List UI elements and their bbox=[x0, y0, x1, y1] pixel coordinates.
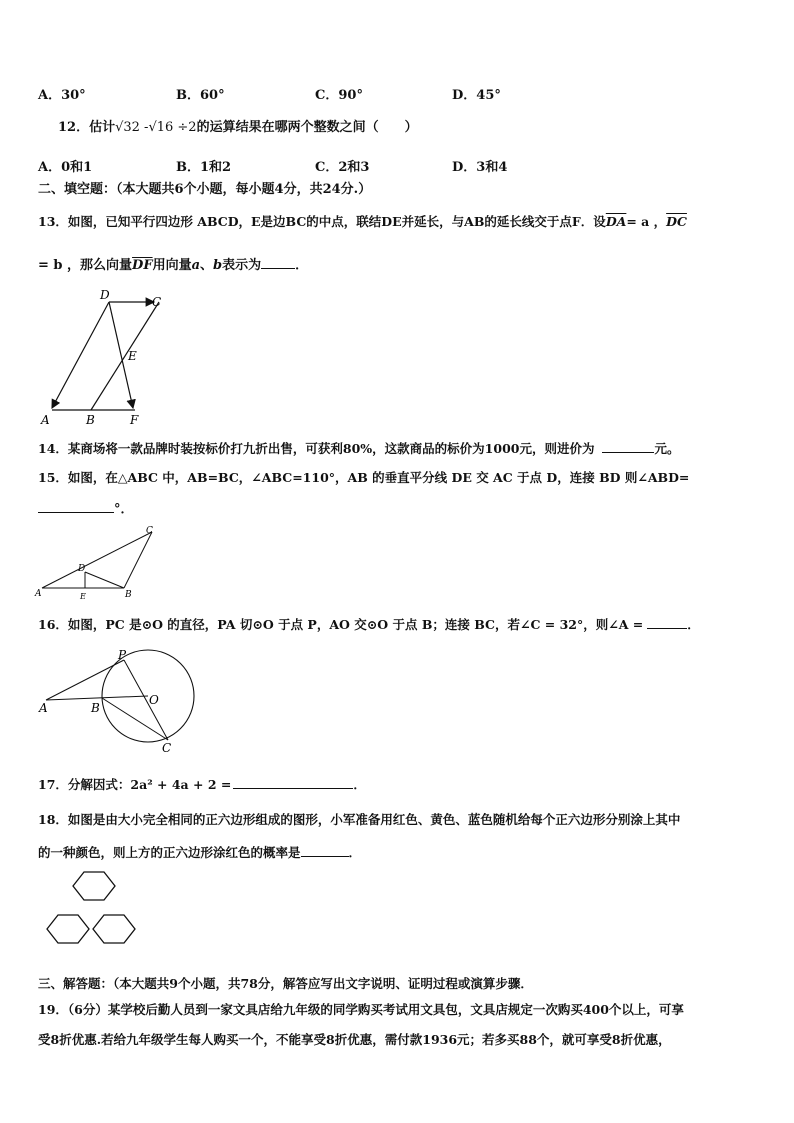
segment-pc bbox=[124, 660, 168, 740]
q15-unit: °． bbox=[114, 502, 134, 517]
q18-text: 的一种颜色，则上方的正六边形涂红色的概率是 bbox=[38, 845, 301, 860]
vector-da: $\overline{DA}$ bbox=[605, 214, 627, 229]
label-o: O bbox=[149, 693, 159, 707]
label-b: B bbox=[125, 590, 132, 600]
hexagon-left bbox=[47, 915, 89, 943]
hexagon-right bbox=[93, 915, 135, 943]
q17-answer-blank bbox=[233, 776, 353, 789]
q13-eq-a: = a ， bbox=[626, 214, 667, 229]
q19-line-1: 19．（6分）某学校后勤人员到一家文具店给九年级的同学购买考试用文具包，文具店规定一次购买400个以上，可享 bbox=[38, 1002, 684, 1017]
label-b: B bbox=[91, 701, 100, 715]
q13-line-1 bbox=[38, 214, 687, 230]
label-a: A bbox=[35, 589, 42, 599]
q16-end: ． bbox=[687, 617, 700, 632]
section-2-heading: 二、填空题：（本大题共6个小题，每小题4分，共24分.） bbox=[38, 182, 372, 197]
segment-pa bbox=[46, 660, 124, 700]
q15-answer-line bbox=[38, 500, 134, 518]
q11-option-c: C．90° bbox=[315, 88, 363, 103]
q13-answer-blank bbox=[261, 256, 295, 269]
segment-bc bbox=[124, 532, 152, 588]
q18-answer-blank bbox=[301, 844, 349, 857]
label-d: D bbox=[100, 288, 110, 302]
q14-line bbox=[38, 440, 679, 457]
label-a: A bbox=[39, 701, 48, 715]
q16-answer-blank bbox=[647, 616, 687, 629]
label-a: A bbox=[41, 413, 50, 427]
q14-answer-blank bbox=[602, 440, 654, 453]
label-c: C bbox=[146, 526, 153, 536]
q15-answer-blank bbox=[38, 500, 114, 513]
q13-end: ． bbox=[295, 258, 309, 273]
q12-prefix: 12．估计 bbox=[58, 120, 116, 135]
label-c: C bbox=[162, 741, 172, 755]
q13-text-1: 13．如图，已知平行四边形 ABCD，E是边BC的中点，联结DE并延长，与AB的延长线交于点F．设 bbox=[38, 214, 606, 229]
hexagon-top bbox=[73, 872, 115, 900]
vector-a: a bbox=[191, 258, 201, 273]
q18-line-1: 18．如图是由大小完全相同的正六边形组成的图形，小军准备用红色、黄色、蓝色随机给每个正六边形分别涂上其中 bbox=[38, 812, 681, 827]
vector-dc: $\overline{DC}$ bbox=[666, 214, 687, 229]
vector-b: b bbox=[213, 258, 223, 273]
q18-line-2 bbox=[38, 844, 361, 861]
q12-expression: √32 -√16 ÷2 bbox=[115, 120, 197, 135]
q13-sep: 、 bbox=[200, 258, 214, 273]
label-p: P bbox=[118, 648, 127, 662]
q13-text-2a: = b ，那么向量 bbox=[38, 258, 133, 273]
q12-option-d: D．3和4 bbox=[452, 160, 508, 175]
q14-text: 14．某商场将一款品牌时装按标价打九折出售，可获利80%，这款商品的标价为1000元，则进价为 bbox=[38, 441, 595, 456]
q17-end: ． bbox=[353, 777, 366, 792]
q13-text-2b: 用向量 bbox=[152, 258, 192, 273]
label-e: E bbox=[80, 592, 86, 601]
q16-circle-figure bbox=[36, 648, 196, 756]
q11-option-b: B．60° bbox=[176, 88, 225, 103]
q13-line-2 bbox=[38, 256, 308, 274]
label-c: C bbox=[152, 295, 162, 309]
q11-option-a: A．30° bbox=[38, 88, 86, 103]
q13-text-2c: 表示为 bbox=[222, 258, 262, 273]
q15-line: 15．如图，在△ABC 中，AB=BC，∠ABC=110°，AB 的垂直平分线 DE 交 AC 于点 D，连接 BD 则∠ABD= bbox=[38, 470, 690, 485]
q12-option-c: C．2和3 bbox=[315, 160, 370, 175]
segment-cb bbox=[91, 302, 159, 410]
segment-ac bbox=[42, 532, 152, 588]
q18-hexagon-figure bbox=[44, 868, 144, 968]
vector-df: $\overline{DF}$ bbox=[132, 258, 153, 273]
segment-ao bbox=[46, 696, 148, 700]
q17-text: 17．分解因式：2a² + 4a + 2 = bbox=[38, 777, 232, 792]
segment-da bbox=[52, 302, 109, 408]
q14-unit: 元。 bbox=[654, 441, 680, 456]
q11-option-d: D．45° bbox=[452, 88, 501, 103]
q15-triangle-figure bbox=[34, 526, 164, 602]
q18-end: ． bbox=[348, 845, 362, 860]
q17-line bbox=[38, 776, 366, 793]
q12-option-a: A．0和1 bbox=[38, 160, 93, 175]
label-d: D bbox=[78, 564, 86, 574]
q16-text: 16．如图，PC 是⊙O 的直径，PA 切⊙O 于点 P，AO 交⊙O 于点 B；连接 BC，若∠C = 32°，则∠A = bbox=[38, 617, 644, 632]
section-3-heading: 三、解答题：（本大题共9个小题，共78分，解答应写出文字说明、证明过程或演算步骤． bbox=[38, 976, 533, 991]
q12-option-b: B．1和2 bbox=[176, 160, 232, 175]
q19-line-2: 受8折优惠.若给九年级学生每人购买一个，不能享受8折优惠，需付款1936元；若多买88个，就可享受8折优惠， bbox=[38, 1032, 671, 1047]
label-f: F bbox=[130, 413, 139, 427]
q12-suffix: 的运算结果在哪两个整数之间（ ） bbox=[196, 120, 418, 135]
q16-line bbox=[38, 616, 700, 633]
label-b: B bbox=[86, 413, 95, 427]
segment-bd bbox=[85, 572, 124, 588]
label-e: E bbox=[128, 349, 137, 363]
q12-stem bbox=[58, 120, 418, 136]
q13-parallelogram-figure bbox=[36, 286, 176, 428]
